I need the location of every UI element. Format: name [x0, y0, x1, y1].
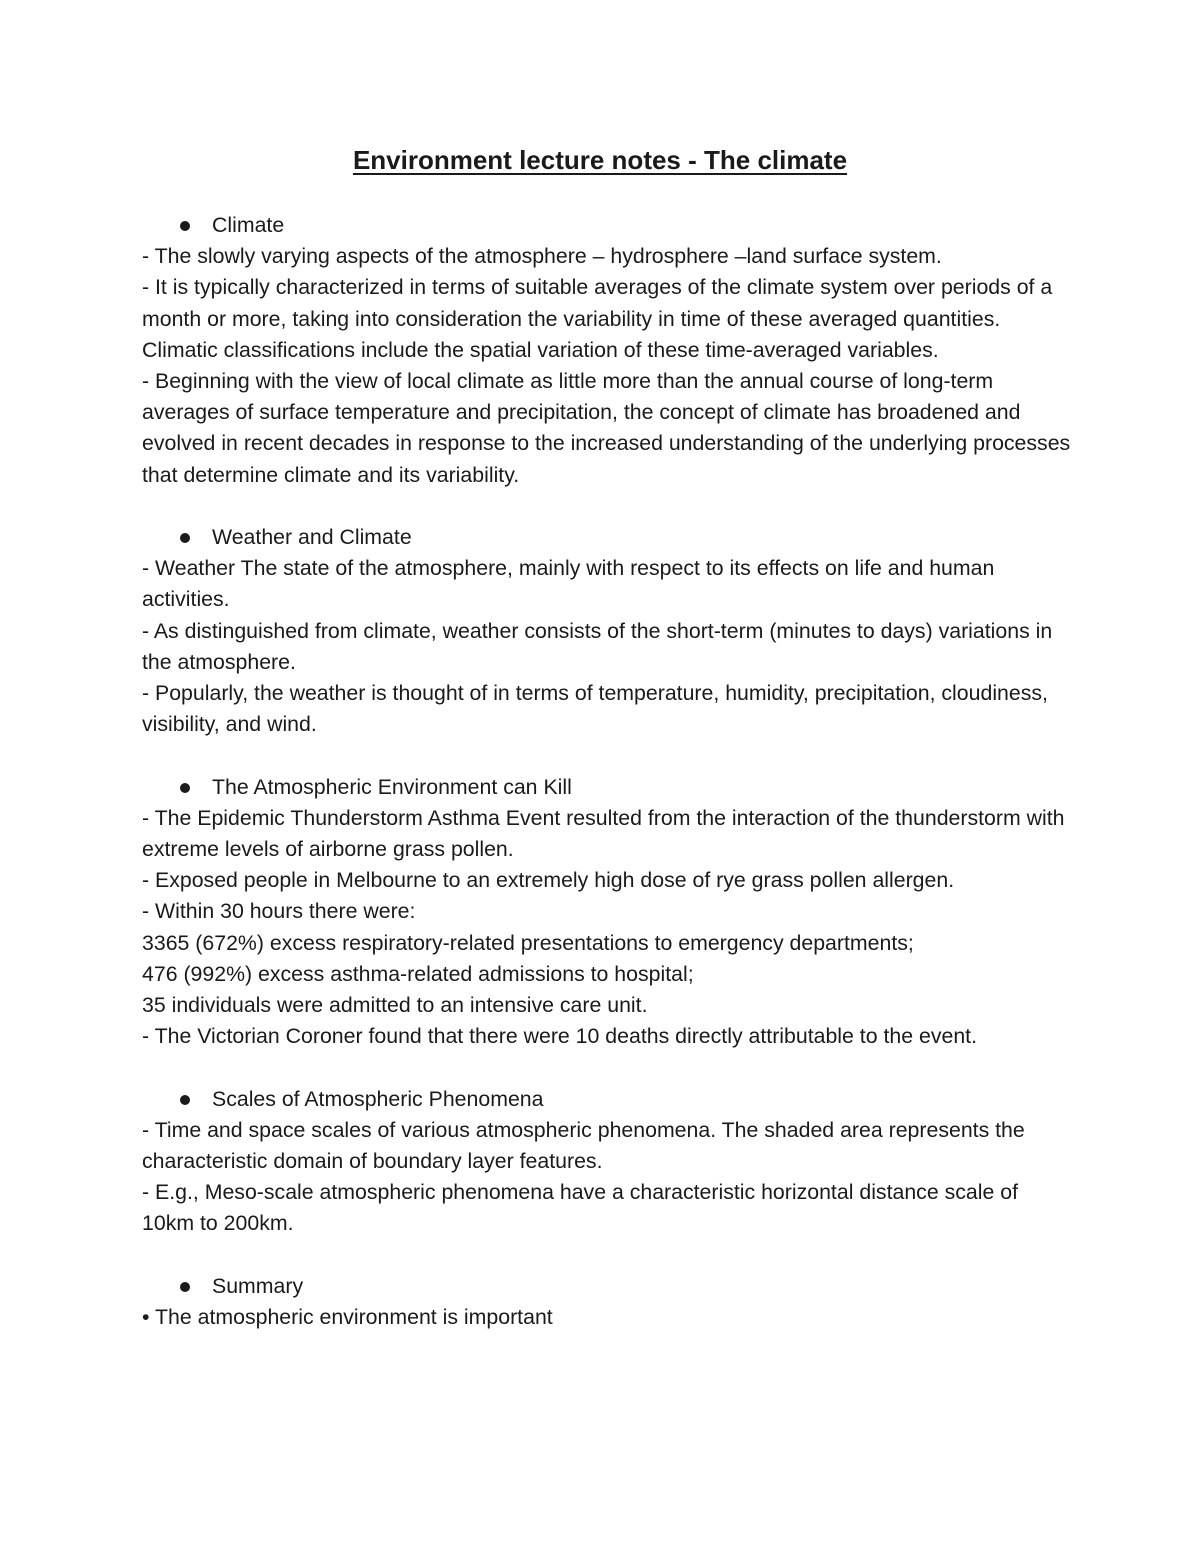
paragraph: 3365 (672%) excess respiratory-related presentations to emergency departments; [142, 930, 914, 955]
paragraph: - Within 30 hours there were: [142, 899, 416, 924]
paragraph: - Exposed people in Melbourne to an extremely high dose of rye grass pollen allergen. [142, 868, 955, 893]
paragraph: - The slowly varying aspects of the atmosphere – hydrosphere –land surface system. [142, 244, 942, 269]
section-heading-text: The Atmospheric Environment can Kill [212, 774, 572, 799]
paragraph: - As distinguished from climate, weather consists of the short-term (minutes to days) variations in the atmosphere. [142, 618, 1053, 674]
section-heading-text: Weather and Climate [212, 525, 412, 549]
section-heading [142, 210, 1072, 241]
paragraph: • The atmospheric environment is important [142, 1304, 553, 1329]
section-heading [142, 522, 1072, 553]
bullet-icon [180, 1095, 190, 1105]
bullet-icon [180, 533, 190, 543]
paragraph: - Weather The state of the atmosphere, mainly with respect to its effects on life and human activities. [142, 556, 995, 612]
section-climate [142, 210, 1072, 491]
section-heading-text: Scales of Atmospheric Phenomena [212, 1086, 544, 1111]
paragraph: - The Victorian Coroner found that there were 10 deaths directly attributable to the event. [142, 1024, 978, 1049]
section-heading-text: Climate [212, 213, 285, 237]
paragraph: - It is typically characterized in terms of suitable averages of the climate system over periods of a month or more, taking into consideration the variability in time of these averaged quantities. Climatic classifications include the spatial variation of these time-averaged variables. [142, 275, 1053, 362]
document-body [142, 210, 1072, 1364]
bullet-icon [180, 221, 190, 231]
paragraph: - Time and space scales of various atmospheric phenomena. The shaded area represents the characteristic domain of boundary layer features. [142, 1117, 1025, 1173]
section-scales-of-atmospheric-phenomena [142, 1084, 1072, 1240]
section-heading-text: Summary [212, 1273, 304, 1298]
paragraph: - The Epidemic Thunderstorm Asthma Event resulted from the interaction of the thunderstorm with extreme levels of airborne grass pollen. [142, 805, 1065, 861]
section-heading [142, 1271, 1072, 1302]
section-summary [142, 1271, 1072, 1333]
paragraph: - Beginning with the view of local climate as little more than the annual course of long-term averages of surface temperature and precipitation, the concept of climate has broadened and evolved in recent decades in response to the increased understanding of the underlying processes that determine climate and its variability. [142, 369, 1071, 487]
page-title: Environment lecture notes - The climate [352, 145, 848, 175]
bullet-icon [180, 1282, 190, 1292]
paragraph: 35 individuals were admitted to an intensive care unit. [142, 993, 648, 1017]
section-heading [142, 1084, 1072, 1115]
bullet-icon [180, 783, 190, 793]
section-heading [142, 772, 1072, 803]
paragraph: - E.g., Meso-scale atmospheric phenomena have a characteristic horizontal distance scale of 10km to 200km. [142, 1180, 1018, 1236]
paragraph: - Popularly, the weather is thought of in terms of temperature, humidity, precipitation, cloudiness, visibility, and wind. [142, 681, 1048, 737]
section-atmospheric-environment-can-kill [142, 772, 1072, 1053]
section-weather-and-climate [142, 522, 1072, 740]
paragraph: 476 (992%) excess asthma-related admissions to hospital; [142, 961, 694, 986]
